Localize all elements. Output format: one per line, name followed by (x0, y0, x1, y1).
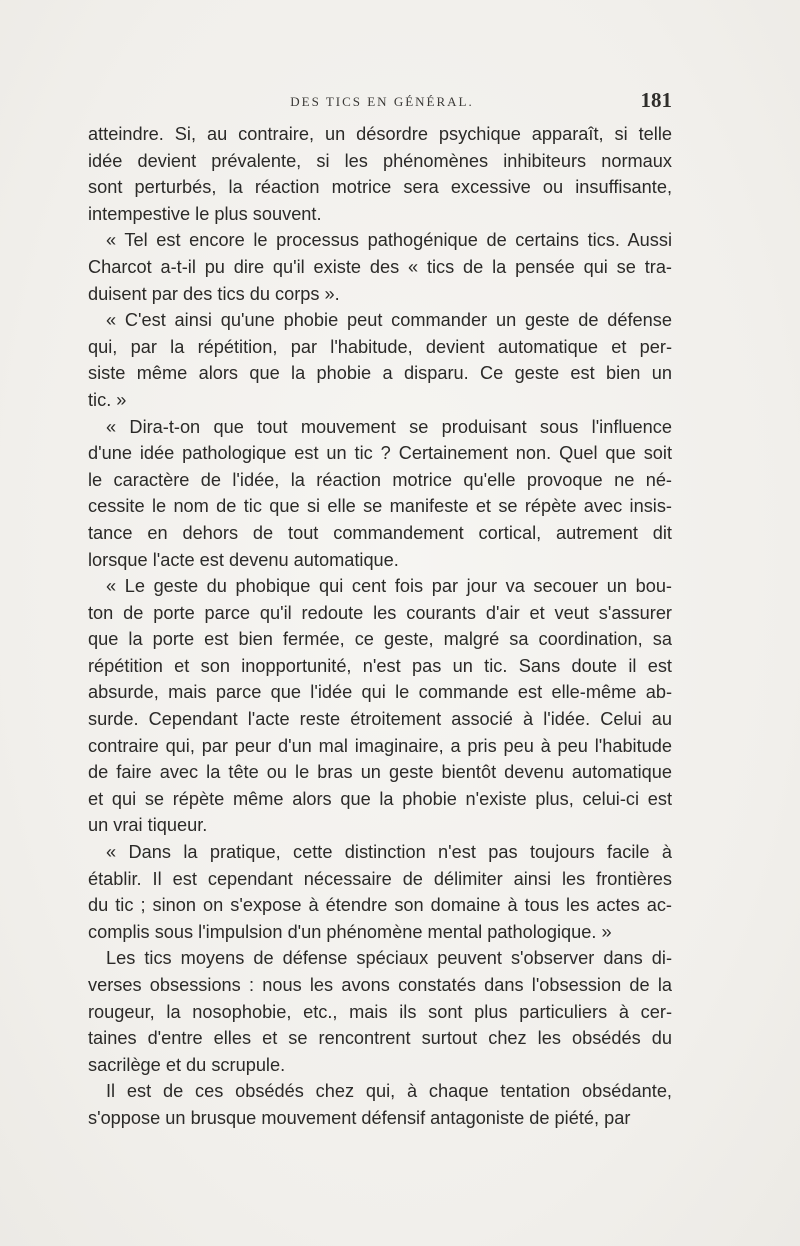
text-line: idée devient prévalente, si les phénomènes inhibiteurs normaux (88, 150, 672, 171)
text-line: « C'est ainsi qu'une phobie peut commander un geste de défense (106, 310, 672, 331)
text-line: et qui se répète même alors que la phobie n'existe plus, celui-ci est (88, 788, 672, 809)
text-line: sont perturbés, la réaction motrice sera excessive ou insuffisante, (88, 177, 672, 198)
text-line: Les tics moyens de défense spéciaux peuvent s'observer dans di- (106, 948, 672, 969)
text-line: de faire avec la tête ou le bras un geste bientôt devenu automatique (88, 762, 672, 783)
text-line: Charcot a-t-il pu dire qu'il existe des « tics de la pensée qui se tra- (88, 256, 672, 277)
running-header (88, 88, 676, 116)
paragraph (88, 1078, 672, 1131)
paragraph (88, 573, 672, 839)
text-line: siste même alors que la phobie a disparu. Ce geste est bien un (88, 363, 672, 384)
text-line: un vrai tiqueur. (88, 815, 208, 836)
paragraph (88, 414, 672, 574)
text-line: qui, par la répétition, par l'habitude, devient automatique et per- (88, 336, 672, 357)
text-line: lorsque l'acte est devenu automatique. (88, 549, 399, 570)
text-line: ton de porte parce qu'il redoute les courants d'air et veut s'assurer (88, 602, 672, 623)
text-line: le caractère de l'idée, la réaction motrice qu'elle provoque ne né- (88, 469, 672, 490)
paragraph (88, 945, 672, 1078)
text-line: « Dans la pratique, cette distinction n'est pas toujours facile à (106, 842, 672, 863)
text-line: taines d'entre elles et se rencontrent surtout chez les obsédés du (88, 1028, 672, 1049)
text-line: verses obsessions : nous les avons constatés dans l'obsession de la (88, 975, 672, 995)
body-text (88, 121, 672, 1132)
text-line: cessite le nom de tic que si elle se manifeste et se répète avec insis- (88, 496, 672, 517)
text-line: intempestive le plus souvent. (88, 203, 322, 224)
text-line: « Tel est encore le processus pathogénique de certains tics. Aussi (106, 230, 672, 251)
text-line: contraire qui, par peur d'un mal imaginaire, a pris peu à peu l'habitude (88, 735, 672, 756)
text-line: répétition et son inopportunité, n'est pas un tic. Sans doute il est (88, 655, 672, 676)
text-line: « Le geste du phobique qui cent fois par jour va secouer un bou- (106, 576, 672, 597)
text-line: surde. Cependant l'acte reste étroitement associé à l'idée. Celui au (88, 709, 672, 730)
page-number: 181 (640, 88, 672, 112)
paragraph (88, 839, 672, 945)
text-line: que la porte est bien fermée, ce geste, malgré sa coordination, sa (88, 629, 672, 650)
text-line: du tic ; sinon on s'expose à étendre son domaine à tous les actes ac- (88, 895, 672, 916)
text-line: absurde, mais parce que l'idée qui le commande est elle-même ab- (88, 682, 672, 703)
paragraph (88, 227, 672, 307)
running-title: DES TICS EN GÉNÉRAL. (290, 94, 474, 109)
text-line: Il est de ces obsédés chez qui, à chaque tentation obsédante, (106, 1081, 672, 1102)
text-line: rougeur, la nosophobie, etc., mais ils sont plus particuliers à cer- (88, 1001, 672, 1022)
text-line: tance en dehors de tout commandement cortical, autrement dit (88, 522, 672, 543)
text-line: complis sous l'impulsion d'un phénomène mental pathologique. » (88, 921, 612, 942)
text-line: « Dira-t-on que tout mouvement se produisant sous l'influence (106, 416, 672, 437)
text-line: atteindre. Si, au contraire, un désordre psychique apparaît, si telle (88, 124, 672, 144)
text-line: sacrilège et du scrupule. (88, 1054, 286, 1075)
paragraph (88, 121, 672, 227)
text-line: d'une idée pathologique est un tic ? Certainement non. Quel que soit (88, 443, 672, 464)
text-line: établir. Il est cependant nécessaire de délimiter ainsi les frontières (88, 868, 672, 889)
paragraph (88, 307, 672, 413)
text-line: tic. » (88, 389, 127, 410)
text-line: s'oppose un brusque mouvement défensif antagoniste de piété, par (88, 1107, 631, 1128)
text-line: duisent par des tics du corps ». (88, 283, 340, 304)
